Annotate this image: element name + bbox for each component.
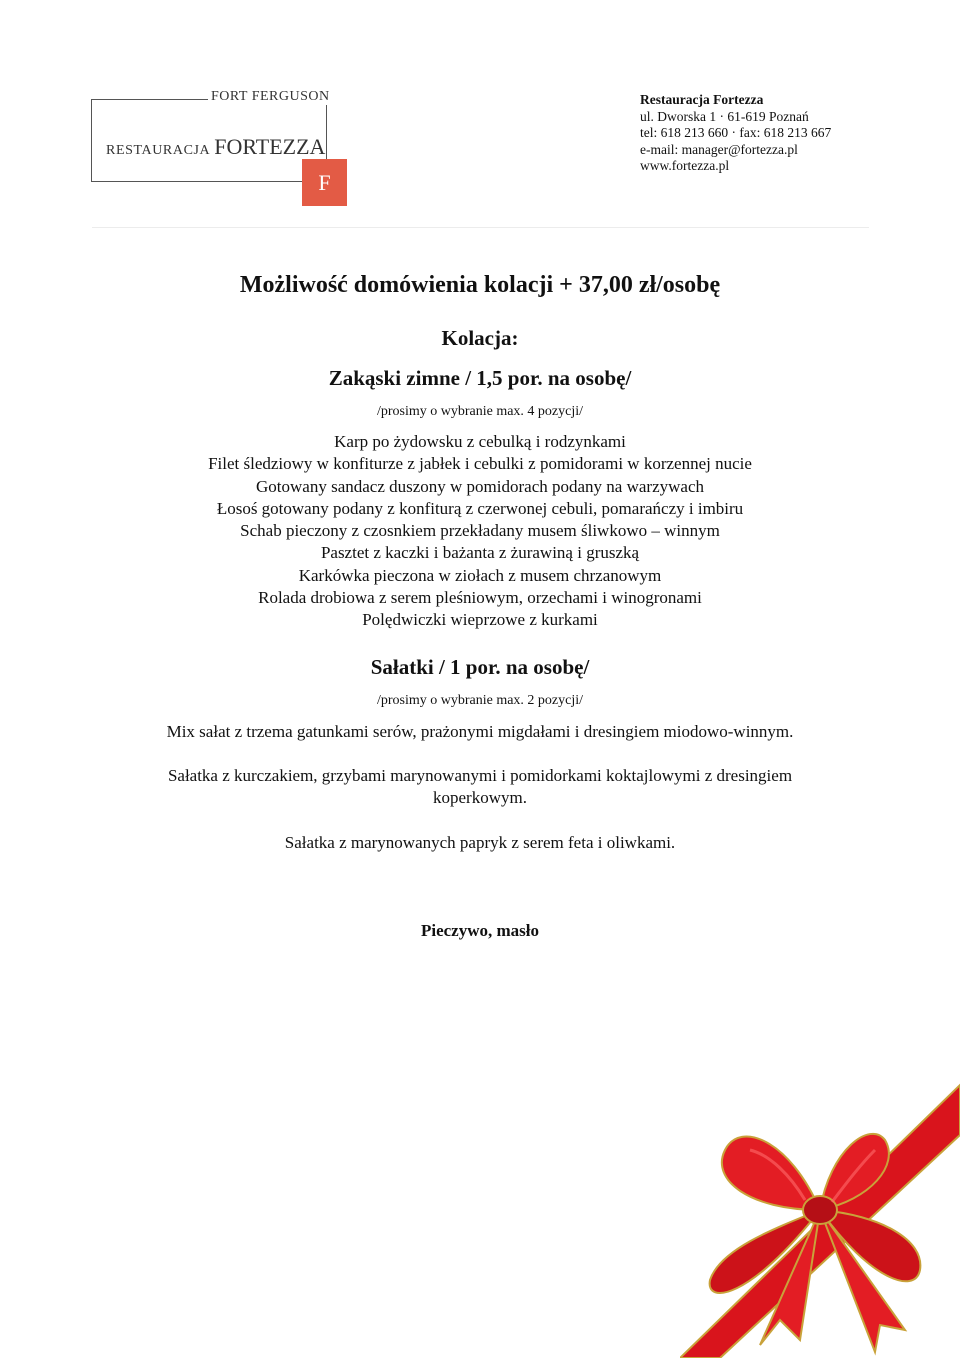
website-link[interactable]: www.fortezza.pl (640, 158, 730, 173)
email-link[interactable]: e-mail: manager@fortezza.pl (640, 141, 798, 157)
restaurant-logo (91, 89, 351, 209)
cold-starters-title: Zakąski zimne / 1,5 por. na osobę/ (328, 366, 632, 390)
logo-prefix: RESTAURACJA (106, 143, 211, 158)
list-item: Polędwiczki wieprzowe z kurkami (362, 610, 598, 630)
list-item: Karkówka pieczona w ziołach z musem chrzanowym (298, 565, 662, 585)
address: ul. Dworska 1 · 61-619 Poznań (640, 108, 809, 124)
list-item: Gotowany sandacz duszony w pomidorach podany na warzywach (256, 476, 704, 496)
salad-item: Sałatka z kurczakiem, grzybami marynowanymi i pomidorkami koktajlowymi z dresingiem koperkowym. (167, 766, 793, 808)
salads-note: /prosimy o wybranie max. 2 pozycji/ (376, 693, 584, 708)
bread-line: Pieczywo, masło (420, 921, 540, 940)
list-item: Schab pieczony z czosnkiem przekładany musem śliwkowo – winnym (240, 521, 720, 541)
contact-block (640, 92, 831, 175)
cold-starters-note: /prosimy o wybranie max. 4 pozycji/ (376, 404, 584, 419)
ribbon-bow-decoration (680, 1080, 960, 1358)
list-item: Rolada drobiowa z serem pleśniowym, orzechami i winogronami (258, 588, 702, 608)
salad-item: Sałatka z marynowanych papryk z serem feta i oliwkami. (284, 833, 676, 852)
list-item: Pasztet z kaczki i bażanta z żurawiną i gruszką (320, 543, 640, 563)
section-title: Kolacja: (441, 326, 519, 350)
logo-main-text (106, 134, 325, 160)
list-item: Karp po żydowsku z cebulką i rodzynkami (334, 432, 626, 451)
logo-mark: F (302, 159, 347, 206)
header-divider (92, 227, 869, 228)
list-item: Filet śledziowy w konfiturze z jabłek i cebulki z pomidorami w korzennej nucie (208, 454, 752, 474)
logo-top-text: FORT FERGUSON (208, 89, 333, 105)
restaurant-name: Restauracja Fortezza (640, 92, 764, 107)
cold-starters-list (0, 431, 960, 632)
menu-headline: Możliwość domówienia kolacji + 37,00 zł/osobę (239, 272, 721, 298)
salads-title: Sałatki / 1 por. na osobę/ (370, 655, 590, 679)
phone-fax: tel: 618 213 660 · fax: 618 213 667 (640, 125, 832, 140)
logo-name: FORTEZZA (214, 134, 326, 159)
salad-item: Mix sałat z trzema gatunkami serów, prażonymi migdałami i dresingiem miodowo-winnym. (166, 722, 794, 741)
list-item: Łosoś gotowany podany z konfiturą z czerwonej cebuli, pomarańczy i imbiru (216, 498, 744, 518)
